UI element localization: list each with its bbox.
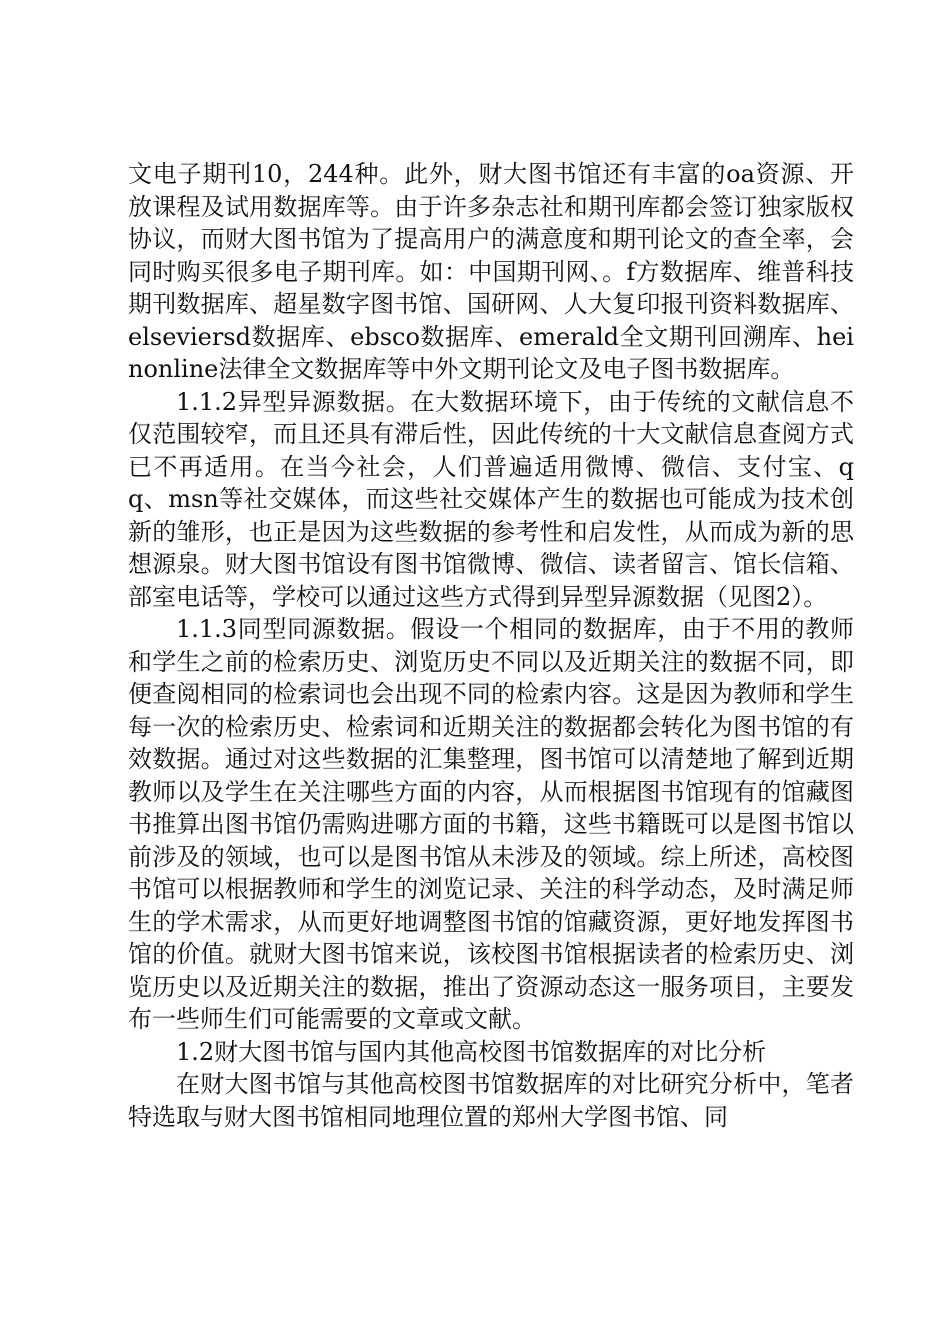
paragraph-homogeneous-data: 1.1.3同型同源数据。假设一个相同的数据库，由于不用的教师和学生之前的检索历史、浏览历史不同以及近期关注的数据不同，即便查阅相同的检索词也会出现不同的检索内容。这是因为教师和学生每一次的检索历史、检索词和近期关注的数据都会转化为图书馆的有效数据。通过对这些数据的汇集整理，图书馆可以清楚地了解到近期教师以及学生在关注哪些方面的内容，从而根据图书馆现有的馆藏图书推算出图书馆仍需购进哪方面的书籍，这些书籍既可以是图书馆以前涉及的领域，也可以是图书馆从未涉及的领域。综上所述，高校图书馆可以根据教师和学生的浏览记录、关注的科学动态，及时满足师生的学术需求，从而更好地调整图书馆的馆藏资源，更好地发挥图书馆的价值。就财大图书馆来说，该校图书馆根据读者的检索历史、浏览历史以及近期关注的数据，推出了资源动态这一服务项目，主要发布一些师生们可能需要的文章或文献。 [128,615,854,1033]
section-heading-1-2: 1.2财大图书馆与国内其他高校图书馆数据库的对比分析 [176,1037,767,1066]
paragraph-comparison-intro: 在财大图书馆与其他高校图书馆数据库的对比研究分析中，笔者特选取与财大图书馆相同地理位置的郑州大学图书馆、同 [128,1070,854,1131]
paragraph-heterogeneous-data: 1.1.2异型异源数据。在大数据环境下，由于传统的文献信息不仅范围较窄，而且还具有滞后性，因此传统的十大文献信息查阅方式已不再适用。在当今社会，人们普遍适用微博、微信、支付宝、qq、msn等社交媒体，而这些社交媒体产生的数据也可能成为技术创新的雏形，也正是因为这些数据的参考性和启发性，从而成为新的思想源泉。财大图书馆设有图书馆微博、微信、读者留言、馆长信箱、部室电话等，学校可以通过这些方式得到异型异源数据（见图2）。 [128,387,854,611]
document-page [128,158,854,1133]
paragraph-ejournal-resources: 文电子期刊10，244种。此外，财大图书馆还有丰富的oa资源、开放课程及试用数据库等。由于许多杂志社和期刊库都会签订独家版权协议，而财大图书馆为了提高用户的满意度和期刊论文的查全率，会同时购买很多电子期刊库。如：中国期刊网、。f方数据库、维普科技期刊数据库、超星数字图书馆、国研网、人大复印报刊资料数据库、elseviersd数据库、ebsco数据库、emerald全文期刊回溯库、heinonline法律全文数据库等中外文期刊论文及电子图书数据库。 [128,160,854,383]
